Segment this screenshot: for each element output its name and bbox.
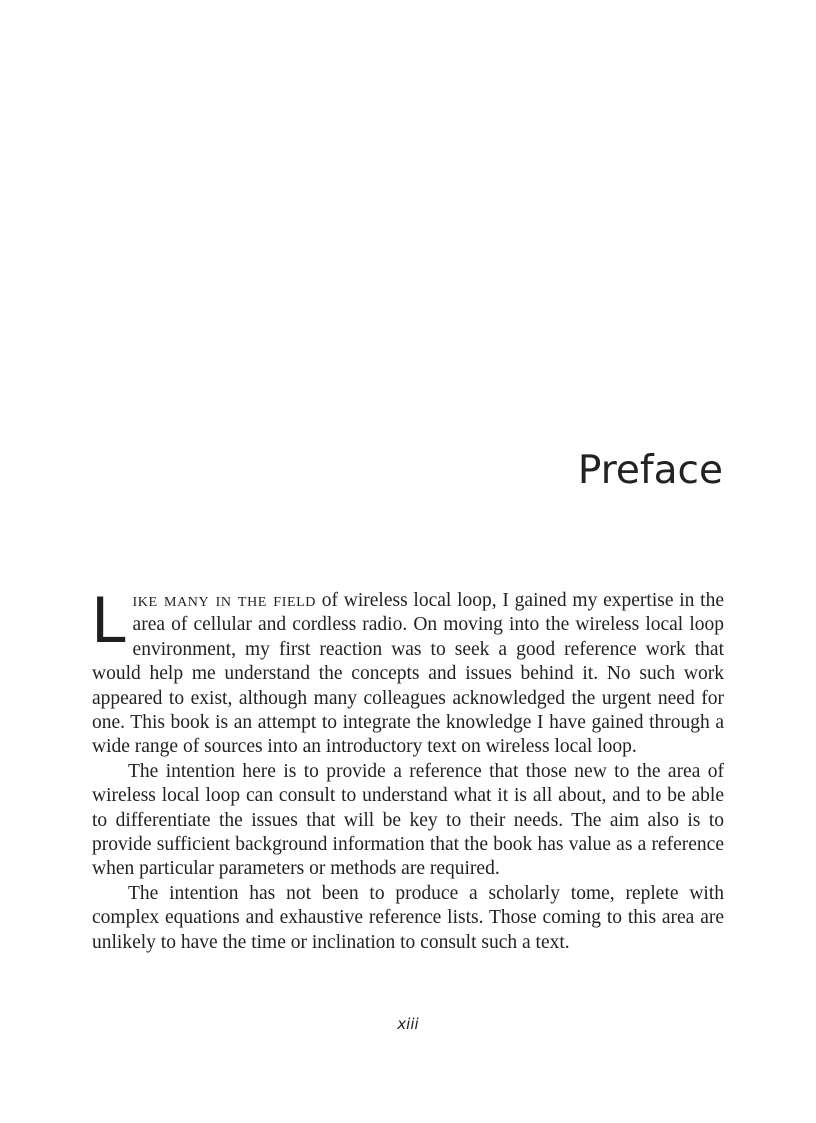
drop-cap: L: [91, 584, 126, 657]
paragraph-1-text: of wireless local loop, I gained my expertise in the area of cellular and cordless radio. On moving into the wireless local loop environment, my first reaction was to seek a good reference work that would help me understand the concepts and issues behind it. No such work appeared to exist, although many colleagues acknowledged the urgent need for one. This book is an attempt to integrate the knowledge I have gained through a wide range of sources into an introductory text on wireless local loop.: [92, 590, 725, 758]
chapter-title: Preface: [577, 448, 723, 493]
page-number: xiii: [397, 1015, 419, 1033]
paragraph-3: The intention has not been to produce a scholarly tome, replete with complex equations and exhaustive reference lists. Those coming to this area are unlikely to have the time or inclination to consult such a text.: [92, 882, 724, 953]
paragraph-2: The intention here is to provide a reference that those new to the area of wireless local loop can consult to understand what it is all about, and to be able to differentiate the issues that will be key to their needs. The aim also is to provide sufficient background information that the book has value as a reference when particular parameters or methods are required.: [92, 760, 724, 880]
preface-body: [91, 584, 725, 955]
lead-in-small-caps: ike many in the field: [132, 590, 316, 611]
paragraph-1: [91, 584, 725, 760]
